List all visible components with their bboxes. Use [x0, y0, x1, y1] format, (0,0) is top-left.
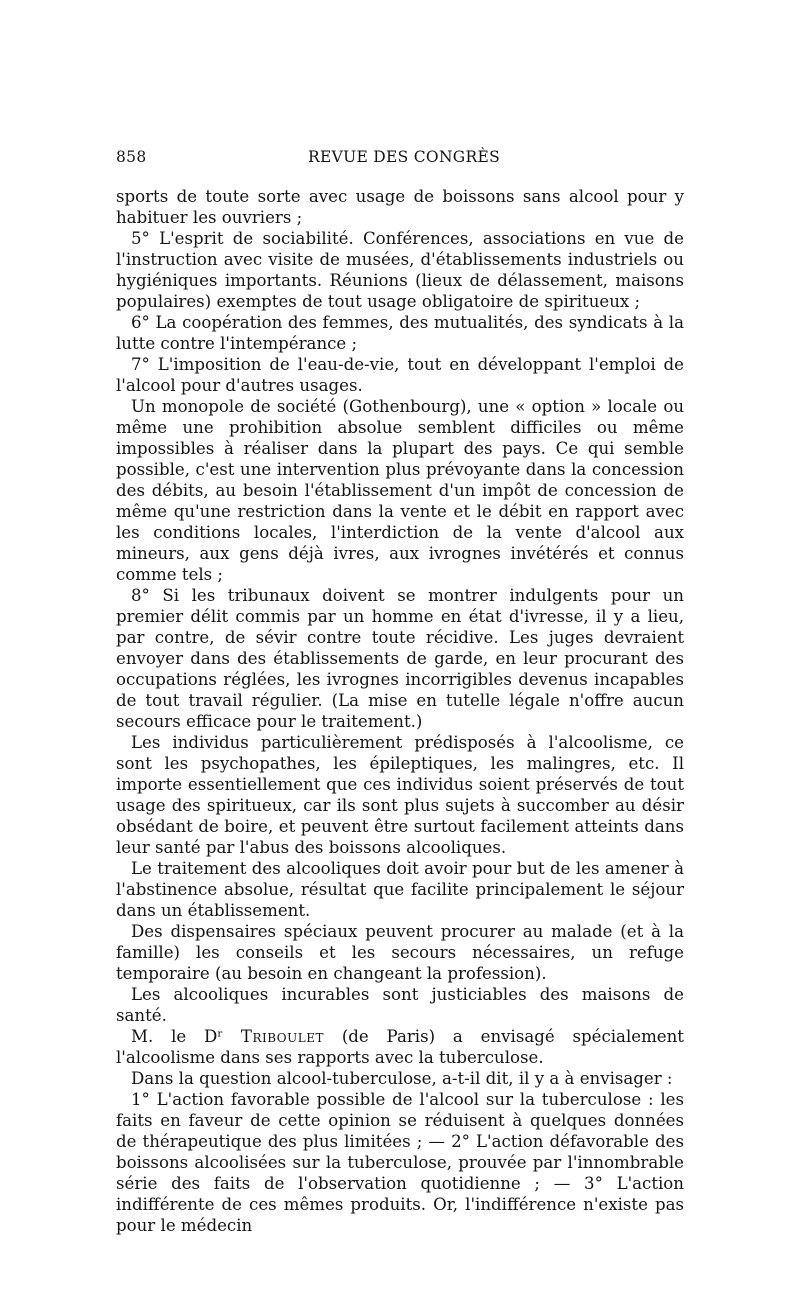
page-number: 858 [116, 148, 147, 166]
body-text [116, 186, 684, 1236]
paragraph-question: Dans la question alcool-tuberculose, a-t-il dit, il y a à envisager : [131, 1069, 673, 1088]
paragraph-item-5: 5° L'esprit de sociabilité. Conférences, associations en vue de l'instruction avec visite de musées, d'établissements industriels ou hygiéniques importants. Réunions (lieux de délassement, maisons populaires) exemptes de tout usage obligatoire de spiritueux ; [116, 229, 684, 311]
paragraph-dispensaires: Des dispensaires spéciaux peuvent procurer au malade (et à la famille) les conseils et les secours nécessaires, un refuge temporaire (au besoin en changeant la profession). [116, 922, 684, 983]
paragraph-item-8: 8° Si les tribunaux doivent se montrer indulgents pour un premier délit commis par un homme en état d'ivresse, il y a lieu, par contre, de sévir contre toute récidive. Les juges devraient envoyer dans des établissements de garde, en leur procurant des occupations réglées, les ivrognes incorrigibles devenus incapables de tout travail régulier. (La mise en tutelle légale n'offre aucun secours efficace pour le traitement.) [116, 586, 684, 731]
paragraph-item-6: 6° La coopération des femmes, des mutualités, des syndicats à la lutte contre l'intempérance ; [116, 313, 684, 353]
triboulet-before: M. le Dʳ [131, 1027, 241, 1046]
paragraph-item-7: 7° L'imposition de l'eau-de-vie, tout en développant l'emploi de l'alcool pour d'autres usages. [116, 355, 684, 395]
paragraph-actions: 1° L'action favorable possible de l'alcool sur la tuberculose : les faits en faveur de cette opinion se réduisent à quelques données de thérapeutique des plus limitées ; — 2° L'action défavorable des boissons alcoolisées sur la tuberculose, prouvée par l'innombrable série des faits de l'observation quotidienne ; — 3° L'action indifférente de ces mêmes produits. Or, l'indifférence n'existe pas pour le médecin [116, 1090, 684, 1235]
paragraph-traitement: Le traitement des alcooliques doit avoir pour but de les amener à l'abstinence absolue, résultat que facilite principalement le séjour dans un établissement. [116, 859, 684, 920]
book-page [116, 148, 684, 1236]
paragraph-predisposes: Les individus particulièrement prédisposés à l'alcoolisme, ce sont les psychopathes, les épileptiques, les malingres, etc. Il importe essentiellement que ces individus soient préservés de tout usage des spiritueux, car ils sont plus sujets à succomber au désir obsédant de boire, et peuvent être surtout facilement atteints dans leur santé par l'abus des boissons alcooliques. [116, 733, 684, 857]
page-header [116, 148, 684, 176]
paragraph-continuation: sports de toute sorte avec usage de boissons sans alcool pour y habituer les ouvriers ; [116, 187, 684, 227]
paragraph-incurables: Les alcooliques incurables sont justiciables des maisons de santé. [116, 985, 684, 1025]
triboulet-after: (de Paris) a envisagé spécialement l'alcoolisme dans ses rapports avec la tuberculose. [116, 1027, 684, 1067]
paragraph-triboulet [116, 1026, 684, 1068]
author-name: Triboulet [240, 1027, 324, 1046]
paragraph-monopole: Un monopole de société (Gothenbourg), une « option » locale ou même une prohibition absolue semblent difficiles ou même impossibles à réaliser dans la plupart des pays. Ce qui semble possible, c'est une intervention plus prévoyante dans la concession des débits, au besoin l'établissement d'un impôt de concession de même qu'une restriction dans la vente et le débit en rapport avec les conditions locales, l'interdiction de la vente d'alcool aux mineurs, aux gens déjà ivres, aux ivrognes invétérés et connus comme tels ; [116, 397, 684, 584]
running-title: REVUE DES CONGRÈS [308, 148, 500, 166]
